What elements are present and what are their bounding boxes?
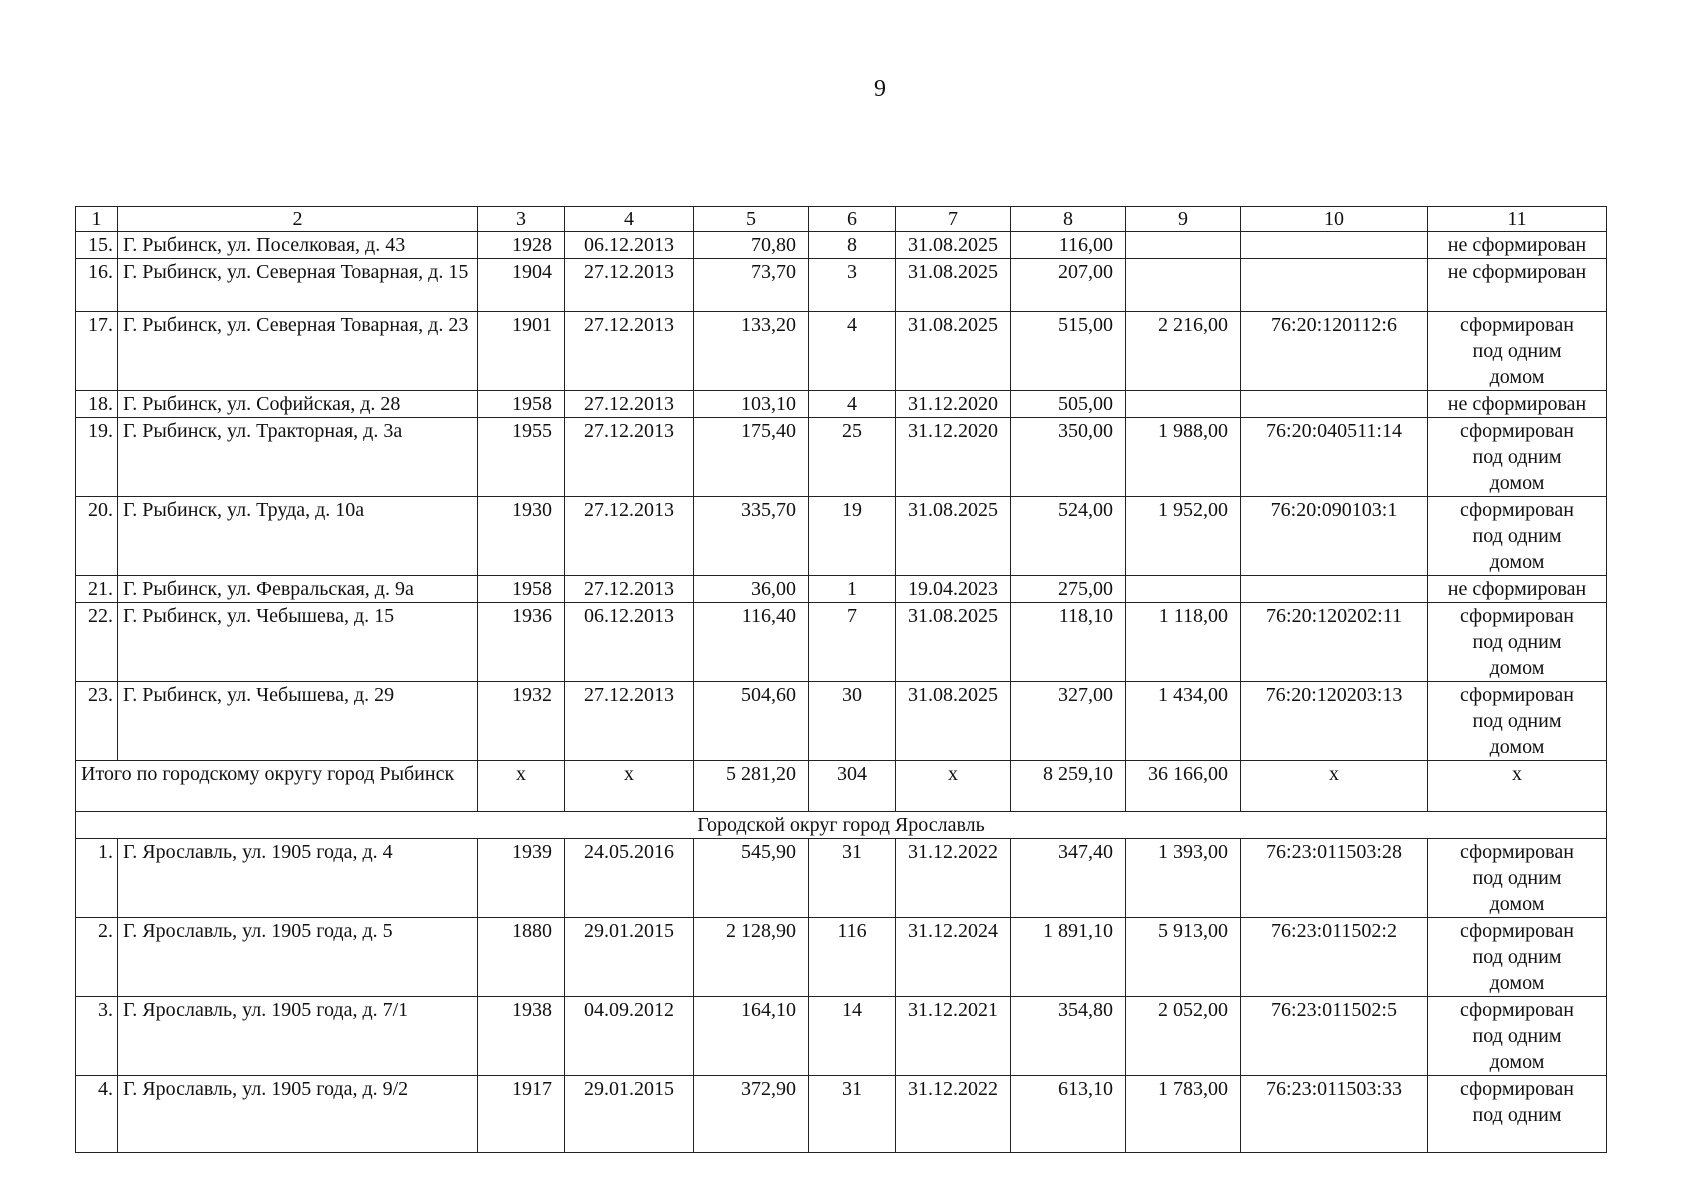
- status-cell: [1428, 391, 1607, 418]
- area-cell: 335,70: [694, 497, 809, 576]
- land-area-cell: 5 913,00: [1126, 918, 1241, 997]
- table-row: [76, 418, 1607, 497]
- deadline-cell: 31.12.2020: [896, 418, 1011, 497]
- address-cell: Г. Рыбинск, ул. Северная Товарная, д. 15: [118, 259, 478, 312]
- row-number-cell: 1.: [76, 839, 118, 918]
- land-area-cell: 1 118,00: [1126, 603, 1241, 682]
- cadastral-number-cell: 76:20:120112:6: [1241, 312, 1428, 391]
- status-line: не сформирован: [1447, 261, 1587, 283]
- status-line: домом: [1489, 1051, 1545, 1073]
- residents-cell: 31: [809, 839, 896, 918]
- status-line: под одним: [1472, 525, 1562, 547]
- status-line: сформирован: [1460, 999, 1574, 1021]
- residents-cell: 19: [809, 497, 896, 576]
- deadline-cell: 31.12.2022: [896, 1076, 1011, 1153]
- table-row: [76, 576, 1607, 603]
- table-row: [76, 391, 1607, 418]
- total-residents-cell: 304: [809, 761, 896, 812]
- table-row: [76, 918, 1607, 997]
- status-cell: [1428, 418, 1607, 497]
- column-number: 3: [478, 207, 565, 232]
- status-cell: [1428, 312, 1607, 391]
- status-line: не сформирован: [1447, 578, 1587, 600]
- area2-cell: 350,00: [1011, 418, 1126, 497]
- date-cell: 06.12.2013: [565, 232, 694, 259]
- table-row: [76, 997, 1607, 1076]
- row-number-cell: 16.: [76, 259, 118, 312]
- area-cell: 36,00: [694, 576, 809, 603]
- area2-cell: 515,00: [1011, 312, 1126, 391]
- row-number-cell: 19.: [76, 418, 118, 497]
- address-cell: Г. Рыбинск, ул. Поселковая, д. 43: [118, 232, 478, 259]
- residents-cell: 14: [809, 997, 896, 1076]
- cadastral-number-cell: 76:20:090103:1: [1241, 497, 1428, 576]
- table-row: [76, 603, 1607, 682]
- row-number-cell: 21.: [76, 576, 118, 603]
- row-number-cell: 15.: [76, 232, 118, 259]
- status-line: не сформирован: [1447, 234, 1587, 256]
- column-number: 11: [1428, 207, 1607, 232]
- status-cell: [1428, 603, 1607, 682]
- total-area2-cell: 8 259,10: [1011, 761, 1126, 812]
- column-number: 8: [1011, 207, 1126, 232]
- land-area-cell: [1126, 391, 1241, 418]
- row-number-cell: 23.: [76, 682, 118, 761]
- cadastral-number-cell: 76:23:011503:28: [1241, 839, 1428, 918]
- table-body: [76, 207, 1607, 1153]
- address-cell: Г. Рыбинск, ул. Северная Товарная, д. 23: [118, 312, 478, 391]
- status-cell: [1428, 918, 1607, 997]
- residents-cell: 31: [809, 1076, 896, 1153]
- year-cell: 1936: [478, 603, 565, 682]
- year-cell: 1880: [478, 918, 565, 997]
- column-number: 7: [896, 207, 1011, 232]
- area2-cell: 505,00: [1011, 391, 1126, 418]
- address-cell: Г. Ярославль, ул. 1905 года, д. 5: [118, 918, 478, 997]
- year-cell: 1932: [478, 682, 565, 761]
- land-area-cell: 2 216,00: [1126, 312, 1241, 391]
- deadline-cell: 31.08.2025: [896, 682, 1011, 761]
- area2-cell: 118,10: [1011, 603, 1126, 682]
- residents-cell: 8: [809, 232, 896, 259]
- total-status-cell: x: [1428, 761, 1607, 812]
- date-cell: 24.05.2016: [565, 839, 694, 918]
- status-line: домом: [1489, 736, 1545, 758]
- cadastral-number-cell: [1241, 391, 1428, 418]
- area-cell: 164,10: [694, 997, 809, 1076]
- area2-cell: 524,00: [1011, 497, 1126, 576]
- cadastral-number-cell: 76:23:011503:33: [1241, 1076, 1428, 1153]
- status-line: не сформирован: [1447, 393, 1587, 415]
- housing-table: [75, 206, 1607, 1153]
- year-cell: 1917: [478, 1076, 565, 1153]
- status-line: сформирован: [1460, 920, 1574, 942]
- deadline-cell: 19.04.2023: [896, 576, 1011, 603]
- section-title-cell: Городской округ город Ярославль: [76, 812, 1607, 839]
- status-cell: [1428, 1076, 1607, 1153]
- status-line: домом: [1489, 657, 1545, 679]
- residents-cell: 1: [809, 576, 896, 603]
- total-deadline-cell: x: [896, 761, 1011, 812]
- land-area-cell: 1 988,00: [1126, 418, 1241, 497]
- address-cell: Г. Рыбинск, ул. Чебышева, д. 15: [118, 603, 478, 682]
- address-cell: Г. Рыбинск, ул. Софийская, д. 28: [118, 391, 478, 418]
- area-cell: 116,40: [694, 603, 809, 682]
- date-cell: 27.12.2013: [565, 312, 694, 391]
- status-line: домом: [1489, 893, 1545, 915]
- status-line: сформирован: [1460, 605, 1574, 627]
- cadastral-number-cell: 76:23:011502:5: [1241, 997, 1428, 1076]
- cadastral-number-cell: 76:23:011502:2: [1241, 918, 1428, 997]
- status-line: под одним: [1472, 867, 1562, 889]
- total-row: [76, 761, 1607, 812]
- residents-cell: 4: [809, 312, 896, 391]
- date-cell: 27.12.2013: [565, 259, 694, 312]
- land-area-cell: 1 434,00: [1126, 682, 1241, 761]
- date-cell: 29.01.2015: [565, 1076, 694, 1153]
- land-area-cell: [1126, 259, 1241, 312]
- residents-cell: 3: [809, 259, 896, 312]
- status-line: домом: [1489, 972, 1545, 994]
- area-cell: 103,10: [694, 391, 809, 418]
- status-line: под одним: [1472, 340, 1562, 362]
- deadline-cell: 31.08.2025: [896, 232, 1011, 259]
- status-line: домом: [1489, 472, 1545, 494]
- section-row: [76, 812, 1607, 839]
- area-cell: 133,20: [694, 312, 809, 391]
- total-date-cell: x: [565, 761, 694, 812]
- address-cell: Г. Рыбинск, ул. Чебышева, д. 29: [118, 682, 478, 761]
- date-cell: 06.12.2013: [565, 603, 694, 682]
- column-number: 10: [1241, 207, 1428, 232]
- status-line: под одним: [1472, 1104, 1562, 1126]
- area-cell: 2 128,90: [694, 918, 809, 997]
- residents-cell: 7: [809, 603, 896, 682]
- total-label-cell: Итого по городскому округу город Рыбинск: [76, 761, 478, 812]
- year-cell: 1939: [478, 839, 565, 918]
- column-number: 6: [809, 207, 896, 232]
- status-line: сформирован: [1460, 314, 1574, 336]
- date-cell: 27.12.2013: [565, 391, 694, 418]
- cadastral-number-cell: 76:20:120203:13: [1241, 682, 1428, 761]
- year-cell: 1958: [478, 576, 565, 603]
- year-cell: 1955: [478, 418, 565, 497]
- status-cell: [1428, 259, 1607, 312]
- deadline-cell: 31.08.2025: [896, 312, 1011, 391]
- column-number-row: [76, 207, 1607, 232]
- date-cell: 29.01.2015: [565, 918, 694, 997]
- status-cell: [1428, 839, 1607, 918]
- year-cell: 1958: [478, 391, 565, 418]
- cadastral-number-cell: [1241, 576, 1428, 603]
- status-line: домом: [1489, 551, 1545, 573]
- address-cell: Г. Рыбинск, ул. Февральская, д. 9а: [118, 576, 478, 603]
- address-cell: Г. Ярославль, ул. 1905 года, д. 9/2: [118, 1076, 478, 1153]
- status-cell: [1428, 232, 1607, 259]
- year-cell: 1904: [478, 259, 565, 312]
- deadline-cell: 31.08.2025: [896, 259, 1011, 312]
- table-row: [76, 312, 1607, 391]
- status-cell: [1428, 682, 1607, 761]
- row-number-cell: 2.: [76, 918, 118, 997]
- page-number: 9: [874, 76, 886, 102]
- row-number-cell: 3.: [76, 997, 118, 1076]
- area2-cell: 275,00: [1011, 576, 1126, 603]
- land-area-cell: [1126, 576, 1241, 603]
- table-row: [76, 232, 1607, 259]
- status-line: сформирован: [1460, 841, 1574, 863]
- area2-cell: 613,10: [1011, 1076, 1126, 1153]
- table-row: [76, 839, 1607, 918]
- status-cell: [1428, 497, 1607, 576]
- area-cell: 504,60: [694, 682, 809, 761]
- area2-cell: 1 891,10: [1011, 918, 1126, 997]
- row-number-cell: 17.: [76, 312, 118, 391]
- area-cell: 175,40: [694, 418, 809, 497]
- address-cell: Г. Ярославль, ул. 1905 года, д. 7/1: [118, 997, 478, 1076]
- residents-cell: 116: [809, 918, 896, 997]
- land-area-cell: 1 393,00: [1126, 839, 1241, 918]
- column-number: 9: [1126, 207, 1241, 232]
- area-cell: 372,90: [694, 1076, 809, 1153]
- cadastral-number-cell: 76:20:120202:11: [1241, 603, 1428, 682]
- status-line: сформирован: [1460, 684, 1574, 706]
- row-number-cell: 20.: [76, 497, 118, 576]
- deadline-cell: 31.12.2020: [896, 391, 1011, 418]
- status-line: сформирован: [1460, 420, 1574, 442]
- residents-cell: 4: [809, 391, 896, 418]
- deadline-cell: 31.12.2021: [896, 997, 1011, 1076]
- table-row: [76, 259, 1607, 312]
- status-cell: [1428, 576, 1607, 603]
- total-area-cell: 5 281,20: [694, 761, 809, 812]
- status-line: под одним: [1472, 446, 1562, 468]
- area2-cell: 207,00: [1011, 259, 1126, 312]
- date-cell: 27.12.2013: [565, 497, 694, 576]
- address-cell: Г. Ярославль, ул. 1905 года, д. 4: [118, 839, 478, 918]
- status-line: под одним: [1472, 946, 1562, 968]
- year-cell: 1901: [478, 312, 565, 391]
- row-number-cell: 4.: [76, 1076, 118, 1153]
- cadastral-number-cell: [1241, 259, 1428, 312]
- cadastral-number-cell: [1241, 232, 1428, 259]
- year-cell: 1930: [478, 497, 565, 576]
- column-number: 2: [118, 207, 478, 232]
- land-area-cell: [1126, 232, 1241, 259]
- date-cell: 04.09.2012: [565, 997, 694, 1076]
- cadastral-number-cell: 76:20:040511:14: [1241, 418, 1428, 497]
- total-year-cell: x: [478, 761, 565, 812]
- area-cell: 70,80: [694, 232, 809, 259]
- column-number: 1: [76, 207, 118, 232]
- status-line: сформирован: [1460, 1078, 1574, 1100]
- deadline-cell: 31.12.2024: [896, 918, 1011, 997]
- status-cell: [1428, 997, 1607, 1076]
- deadline-cell: 31.08.2025: [896, 603, 1011, 682]
- area-cell: 545,90: [694, 839, 809, 918]
- year-cell: 1938: [478, 997, 565, 1076]
- date-cell: 27.12.2013: [565, 576, 694, 603]
- area2-cell: 116,00: [1011, 232, 1126, 259]
- area2-cell: 347,40: [1011, 839, 1126, 918]
- address-cell: Г. Рыбинск, ул. Труда, д. 10а: [118, 497, 478, 576]
- date-cell: 27.12.2013: [565, 682, 694, 761]
- residents-cell: 25: [809, 418, 896, 497]
- column-number: 5: [694, 207, 809, 232]
- column-number: 4: [565, 207, 694, 232]
- table-row: [76, 1076, 1607, 1153]
- area2-cell: 354,80: [1011, 997, 1126, 1076]
- area-cell: 73,70: [694, 259, 809, 312]
- table-row: [76, 497, 1607, 576]
- residents-cell: 30: [809, 682, 896, 761]
- status-line: под одним: [1472, 710, 1562, 732]
- table-row: [76, 682, 1607, 761]
- total-cadastral-cell: x: [1241, 761, 1428, 812]
- land-area-cell: 1 783,00: [1126, 1076, 1241, 1153]
- address-cell: Г. Рыбинск, ул. Тракторная, д. 3а: [118, 418, 478, 497]
- status-line: под одним: [1472, 631, 1562, 653]
- row-number-cell: 22.: [76, 603, 118, 682]
- date-cell: 27.12.2013: [565, 418, 694, 497]
- row-number-cell: 18.: [76, 391, 118, 418]
- land-area-cell: 1 952,00: [1126, 497, 1241, 576]
- year-cell: 1928: [478, 232, 565, 259]
- status-line: сформирован: [1460, 499, 1574, 521]
- deadline-cell: 31.12.2022: [896, 839, 1011, 918]
- land-area-cell: 2 052,00: [1126, 997, 1241, 1076]
- area2-cell: 327,00: [1011, 682, 1126, 761]
- deadline-cell: 31.08.2025: [896, 497, 1011, 576]
- status-line: под одним: [1472, 1025, 1562, 1047]
- total-land_area-cell: 36 166,00: [1126, 761, 1241, 812]
- status-line: домом: [1489, 366, 1545, 388]
